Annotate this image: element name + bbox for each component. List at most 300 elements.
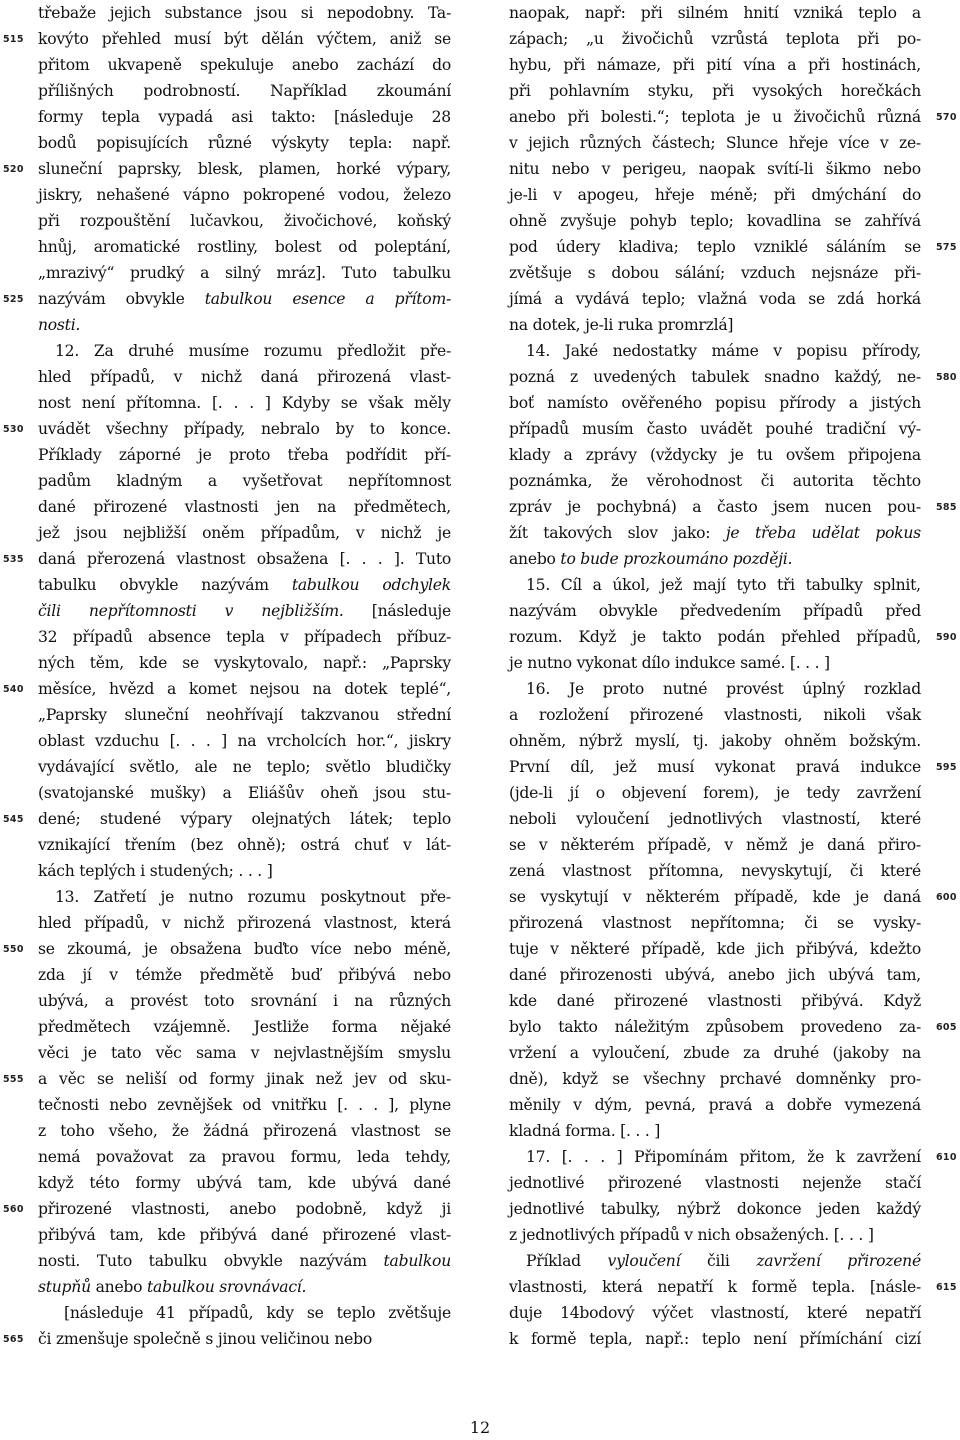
- word: ověřeného: [621, 394, 702, 412]
- word: případů: [619, 1226, 680, 1244]
- word: příbuz-: [396, 628, 451, 646]
- word: jen: [276, 498, 300, 516]
- word: jsem: [773, 498, 809, 516]
- word: teplých: [79, 862, 136, 880]
- word: teplo;: [690, 212, 734, 230]
- word: po-: [897, 30, 921, 48]
- word: jakoby: [721, 732, 772, 750]
- text-line: [38, 988, 451, 1014]
- word: formy: [38, 108, 83, 126]
- word: vlastnosti: [707, 992, 782, 1010]
- word: na: [509, 316, 528, 334]
- word: formy: [135, 1174, 181, 1192]
- word: ne-: [897, 368, 921, 386]
- word: studené: [99, 810, 161, 828]
- word: každý: [876, 1200, 921, 1218]
- word: Tuto: [341, 264, 377, 282]
- word: [následuje: [64, 1304, 144, 1322]
- word: zkoumání: [376, 82, 451, 100]
- text-line: [509, 390, 921, 416]
- word: pří-: [424, 446, 451, 464]
- word: [.: [339, 550, 351, 568]
- word: i: [140, 862, 146, 880]
- word: předmětech,: [353, 498, 451, 516]
- text-line: [509, 26, 921, 52]
- word: tepla.: [811, 1278, 856, 1296]
- word: dmýchání: [811, 186, 887, 204]
- word: horečkách: [840, 82, 921, 100]
- word: se: [340, 394, 358, 412]
- word: tepla,: [589, 1330, 633, 1348]
- word: např.:: [323, 654, 367, 672]
- text-line: [38, 390, 451, 416]
- word: které: [880, 862, 921, 880]
- line-number: 585: [936, 502, 957, 513]
- text-line: [38, 910, 451, 936]
- word: buďto: [253, 940, 299, 958]
- word: zkoumá,: [67, 940, 132, 958]
- word: v: [684, 1226, 693, 1244]
- word: a: [509, 706, 519, 724]
- word: .: [257, 862, 262, 880]
- word: částech;: [651, 134, 716, 152]
- word: .: [635, 1122, 641, 1140]
- word: jako:: [673, 524, 711, 542]
- word: takzvanou: [300, 706, 380, 724]
- word: tam,: [886, 966, 921, 984]
- text-line: [509, 1274, 921, 1300]
- text-line: [38, 1040, 451, 1066]
- word: ohněm,: [509, 732, 566, 750]
- word: že: [807, 1148, 825, 1166]
- word: jiskry,: [38, 186, 83, 204]
- word: přibývá.: [801, 992, 864, 1010]
- word: jinou: [217, 1330, 256, 1348]
- word: za-: [898, 1018, 921, 1036]
- text-line: [38, 1248, 451, 1274]
- word: jistých: [871, 394, 921, 412]
- word: dně),: [509, 1070, 549, 1088]
- word: sálání;: [674, 264, 726, 282]
- word: proto: [228, 446, 271, 464]
- word: .: [233, 394, 239, 412]
- word: vyskytují: [540, 888, 609, 906]
- text-line: [38, 182, 451, 208]
- word: chuť: [354, 836, 389, 854]
- word: Jestliže: [253, 1018, 309, 1036]
- text-line: [38, 468, 451, 494]
- word: když: [386, 1200, 422, 1218]
- word: je: [143, 940, 158, 958]
- word: tečnosti: [38, 1096, 99, 1114]
- word: jsou: [374, 784, 406, 802]
- line-number: 580: [936, 372, 957, 383]
- word: bolesti.“;: [600, 108, 670, 126]
- word: sluneční: [38, 160, 103, 178]
- text-line: [509, 442, 921, 468]
- word: vznikající: [38, 836, 110, 854]
- word: případů: [803, 602, 864, 620]
- word: výčet: [652, 1304, 693, 1322]
- word: vzniklé: [753, 238, 808, 256]
- text-line: [38, 1326, 451, 1352]
- word: zahřívá: [864, 212, 921, 230]
- word: První: [509, 758, 550, 776]
- word: srovnávací.: [219, 1278, 307, 1296]
- word: ne: [232, 758, 252, 776]
- text-line: [55, 338, 451, 364]
- word: pravou: [221, 1148, 275, 1166]
- word: živočichové,: [283, 212, 378, 230]
- word: pře-: [419, 888, 451, 906]
- word: tabulek: [691, 368, 749, 386]
- word: božským.: [849, 732, 921, 750]
- text-line: [509, 832, 921, 858]
- word: přírody: [779, 394, 836, 412]
- text-line: [509, 1326, 921, 1352]
- word: nitu: [509, 160, 540, 178]
- word: zvětšuje: [509, 264, 572, 282]
- word: jí: [569, 784, 579, 802]
- word: nebo: [551, 160, 590, 178]
- word: si: [300, 4, 314, 22]
- word: prchavé: [719, 1070, 782, 1088]
- text-line: [38, 520, 451, 546]
- word: i: [333, 992, 338, 1010]
- word: ]: [266, 862, 273, 880]
- word: „u: [586, 30, 604, 48]
- word: některém: [560, 836, 635, 854]
- word: hvězd: [109, 680, 155, 698]
- text-line: [526, 676, 921, 702]
- word: formě: [531, 1330, 577, 1348]
- word: odchylek: [382, 576, 451, 594]
- word: rozložení: [538, 706, 609, 724]
- word: ],: [388, 1096, 399, 1114]
- word: zbude: [683, 1044, 730, 1062]
- word: domněnky: [795, 1070, 876, 1088]
- word: ]: [654, 1122, 661, 1140]
- word: takto:: [271, 108, 316, 126]
- word: oheň: [320, 784, 359, 802]
- word: druhé: [128, 342, 174, 360]
- word: plamen,: [258, 160, 321, 178]
- text-line: [38, 806, 451, 832]
- word: než: [315, 1070, 343, 1088]
- word: se: [434, 30, 451, 48]
- word: že: [610, 472, 628, 490]
- word: světlo,: [129, 758, 180, 776]
- word: do: [432, 56, 451, 74]
- word: je: [775, 784, 790, 802]
- word: rozumu: [263, 342, 323, 360]
- word: případů: [509, 420, 569, 438]
- word: se: [509, 836, 526, 854]
- word: to: [369, 420, 385, 438]
- word: jiskry: [408, 732, 451, 750]
- word: vína: [743, 56, 776, 74]
- word: rozum.: [509, 628, 563, 646]
- word: teplo: [701, 1330, 741, 1348]
- word: s: [587, 264, 596, 282]
- word: 14bodový: [560, 1304, 635, 1322]
- text-line: [38, 572, 451, 598]
- text-line: [526, 338, 921, 364]
- word: těchto: [872, 472, 921, 490]
- word: perigeu,: [622, 160, 687, 178]
- line-number: 575: [936, 242, 957, 253]
- word: na: [354, 992, 374, 1010]
- word: sluneční: [124, 706, 189, 724]
- word: čili: [38, 602, 61, 620]
- word: zená: [509, 862, 545, 880]
- word: není: [753, 1330, 787, 1348]
- word: v: [109, 966, 118, 984]
- word: v: [573, 1096, 582, 1114]
- word: pokropené: [242, 186, 325, 204]
- word: vlast-: [409, 1226, 451, 1244]
- word: náležitým: [614, 1018, 689, 1036]
- word: němž: [746, 836, 788, 854]
- word: dobře: [786, 1096, 832, 1114]
- word: ovšem: [785, 446, 835, 464]
- word: tj.: [692, 732, 709, 750]
- word: obsažených.: [735, 1226, 829, 1244]
- word: všechny: [105, 420, 168, 438]
- line-number: 520: [3, 164, 24, 175]
- word: v: [250, 1044, 260, 1062]
- word: nepřítomnost: [348, 472, 451, 490]
- word: formě: [751, 1278, 798, 1296]
- word: kladná: [509, 1122, 561, 1140]
- word: případů: [72, 628, 133, 646]
- text-line: [509, 104, 921, 130]
- word: Příklady: [38, 446, 102, 464]
- word: (vždycky: [649, 446, 717, 464]
- word: vlastnost: [602, 914, 672, 932]
- word: na: [237, 732, 257, 750]
- word: nutno: [188, 888, 234, 906]
- text-line: [509, 858, 921, 884]
- word: nepřítomna;: [690, 914, 785, 932]
- text-line: [526, 1144, 921, 1170]
- word: jednotlivé: [509, 1174, 585, 1192]
- text-line: [55, 884, 451, 910]
- word: a: [166, 680, 176, 698]
- word: a: [563, 446, 573, 464]
- word: druhé: [773, 1044, 820, 1062]
- word: pohlavním: [549, 82, 630, 100]
- word: různých: [579, 134, 642, 152]
- word: přitom,: [739, 1148, 796, 1166]
- word: olejnatých: [251, 810, 331, 828]
- word: to: [560, 550, 576, 568]
- word: [.: [620, 1122, 631, 1140]
- word: vlastnosti,: [509, 1278, 588, 1296]
- word: koňský: [397, 212, 451, 230]
- text-line: [38, 286, 451, 312]
- line-number: 515: [3, 34, 24, 45]
- word: .: [361, 550, 367, 568]
- word: tepla: [101, 108, 140, 126]
- text-line: [38, 312, 451, 338]
- word: která: [602, 1278, 643, 1296]
- word: a: [554, 290, 564, 308]
- word: jsou: [255, 4, 287, 22]
- word: lát-: [426, 836, 451, 854]
- word: ukvapeně: [107, 56, 182, 74]
- word: nebo: [109, 1096, 147, 1114]
- word: méně;: [710, 186, 758, 204]
- text-line: [509, 624, 921, 650]
- word: od: [338, 238, 358, 256]
- word: kách: [38, 862, 75, 880]
- word: vzduchu: [94, 732, 160, 750]
- word: dobou: [611, 264, 659, 282]
- word: aromatické: [93, 238, 181, 256]
- word: sku-: [419, 1070, 451, 1088]
- word: přirozená: [263, 1122, 337, 1140]
- word: nepodobny.: [327, 4, 415, 22]
- word: vlastností,: [782, 810, 861, 828]
- word: hostinách,: [841, 56, 921, 74]
- line-number: 550: [3, 944, 24, 955]
- word: spekuluje: [200, 56, 274, 74]
- text-line: [509, 0, 921, 26]
- word: tabulku: [148, 1252, 207, 1270]
- word: Ta-: [427, 4, 451, 22]
- word: a: [569, 1044, 579, 1062]
- word: a: [200, 264, 210, 282]
- word: a: [38, 1070, 48, 1088]
- word: Slunce: [725, 134, 779, 152]
- word: při: [857, 30, 880, 48]
- text-line: [509, 1092, 921, 1118]
- word: ji: [441, 1200, 451, 1218]
- word: uvedených: [593, 368, 676, 386]
- word: obsažena: [169, 940, 242, 958]
- word: nutno: [527, 654, 572, 672]
- word: námaze,: [596, 56, 661, 74]
- text-line: [38, 832, 451, 858]
- word: nosti.: [38, 1252, 81, 1270]
- word: tradiční: [825, 420, 886, 438]
- word: se: [97, 1070, 114, 1088]
- word: zavržení: [756, 1252, 821, 1270]
- word: případů,: [90, 368, 155, 386]
- word: přibývá: [199, 1226, 257, 1244]
- word: se: [182, 654, 199, 672]
- word: nucen: [824, 498, 872, 516]
- text-line: [509, 650, 921, 676]
- word: věc: [155, 1044, 182, 1062]
- word: vlastnost,: [324, 914, 398, 932]
- word: .: [805, 654, 810, 672]
- word: přílišných: [38, 82, 114, 100]
- text-line: [509, 260, 921, 286]
- word: Příklad: [526, 1252, 581, 1270]
- word: vzrůstá: [711, 30, 768, 48]
- word: leda: [357, 1148, 390, 1166]
- word: a: [104, 992, 114, 1010]
- word: které: [880, 810, 921, 828]
- word: pevná,: [644, 1096, 696, 1114]
- word: uvádět: [700, 420, 753, 438]
- word: zdá: [837, 290, 865, 308]
- word: provést: [726, 680, 784, 698]
- word: kladiva;: [618, 238, 679, 256]
- word: každý,: [834, 368, 882, 386]
- word: z: [509, 1226, 517, 1244]
- word: [.: [211, 394, 223, 412]
- word: přirozené: [93, 498, 168, 516]
- word: přerozená: [87, 550, 166, 568]
- text-line: [38, 546, 451, 572]
- word: nějaké: [400, 1018, 451, 1036]
- word: čili: [706, 1252, 730, 1270]
- word: přiro-: [877, 836, 921, 854]
- word: třeba: [287, 446, 329, 464]
- word: nebo: [334, 1330, 372, 1348]
- word: nejenže: [802, 1174, 862, 1192]
- word: musím: [582, 420, 634, 438]
- word: promrzlá]: [657, 316, 734, 334]
- word: přirozené: [847, 1252, 921, 1270]
- word: srovnání: [250, 992, 317, 1010]
- word: esence: [292, 290, 346, 308]
- word: vykonat: [714, 758, 776, 776]
- text-line: [509, 468, 921, 494]
- word: rozklad: [863, 680, 921, 698]
- word: dým,: [594, 1096, 633, 1114]
- text-line: [509, 806, 921, 832]
- text-line: [509, 520, 921, 546]
- word: nejvlastnějším: [273, 1044, 384, 1062]
- text-line: [38, 1014, 451, 1040]
- word: nejsnáze: [811, 264, 879, 282]
- word: jev: [354, 1070, 377, 1088]
- word: nehašené: [96, 186, 170, 204]
- word: tabulku: [392, 264, 451, 282]
- word: tam,: [257, 1174, 293, 1192]
- word: tato: [111, 1044, 142, 1062]
- word: 28: [431, 108, 451, 126]
- text-line: [64, 1300, 451, 1326]
- word: těm,: [89, 654, 125, 672]
- word: anebo: [229, 1200, 277, 1218]
- word: např.:: [645, 1330, 690, 1348]
- word: s: [205, 1330, 214, 1348]
- text-line: [38, 234, 451, 260]
- word: se: [306, 1304, 324, 1322]
- word: jich: [756, 940, 785, 958]
- word: přibývá: [38, 1226, 96, 1244]
- word: nepatří: [865, 1304, 921, 1322]
- text-line: [38, 650, 451, 676]
- line-number: 600: [936, 892, 957, 903]
- word: všeho,: [108, 1122, 158, 1140]
- word: splnit,: [873, 576, 921, 594]
- word: stačí: [884, 1174, 921, 1192]
- word: nýbrž: [578, 732, 623, 750]
- word: vzniká: [793, 4, 843, 22]
- text-line: [509, 1118, 921, 1144]
- word: podán: [717, 628, 765, 646]
- word: že: [171, 1122, 189, 1140]
- word: vypadá: [158, 108, 213, 126]
- line-number: 545: [3, 814, 24, 825]
- word: musí: [173, 30, 211, 48]
